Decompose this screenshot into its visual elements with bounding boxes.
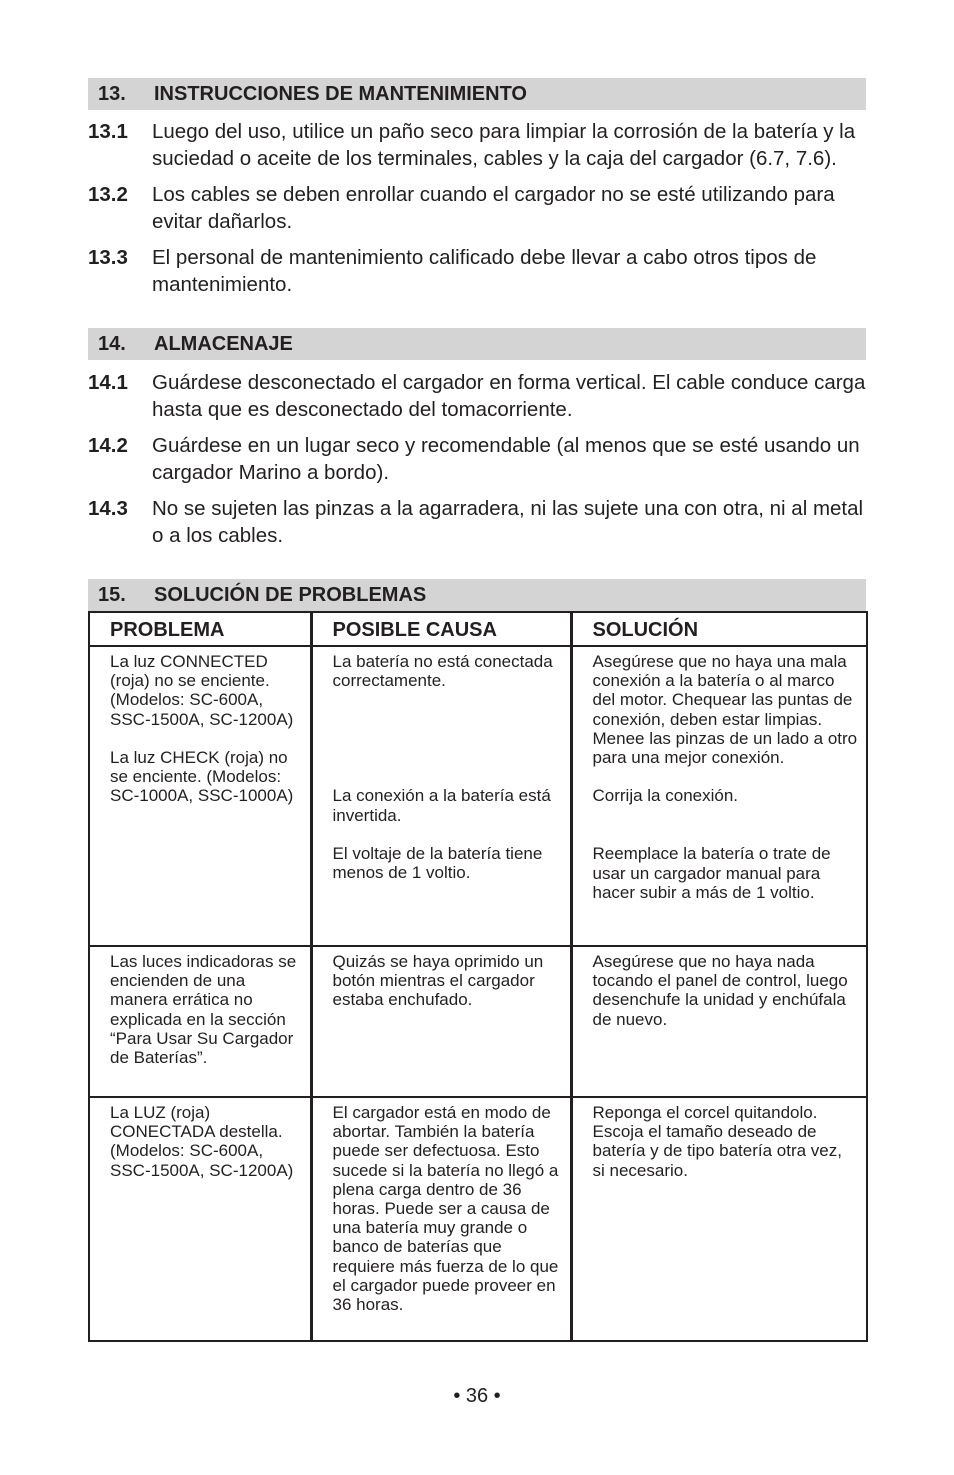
- solution-text: Asegúrese que no haya una mala conexión a la batería o al marco del motor. Chequear las puntas de conexión, deben estar limpias. Menee las pinzas de un lado a otro para una mejor conexión.: [592, 652, 858, 768]
- item-14-2: [88, 433, 866, 486]
- page-number: • 36 •: [453, 1385, 501, 1407]
- solution-cell: [571, 1097, 867, 1341]
- item-13-3: [88, 245, 866, 298]
- item-text: Luego del uso, utilice un paño seco para limpiar la corrosión de la batería y la suciedad o aceite de los terminales, cables y la caja del cargador (6.7, 7.6).: [152, 120, 856, 170]
- solution-text: Asegúrese que no haya nada tocando el panel de control, luego desenchufe la unidad y enchúfala de nuevo.: [592, 952, 848, 1029]
- problem-text: Las luces indicadoras se encienden de una manera errática no explicada en la sección “Para Usar Su Cargador de Baterías”.: [110, 952, 297, 1068]
- section-title: INSTRUCCIONES DE MANTENIMIENTO: [154, 82, 527, 105]
- item-number: 14.3: [88, 497, 128, 520]
- cause-text: El cargador está en modo de abortar. También la batería puede ser defectuosa. Esto sucede si la batería no llegó a plena carga dentro de 36 horas. Puede ser a causa de una batería muy grande o banco de baterías que requiere más fuerza de lo que el cargador puede proveer en 36 horas.: [332, 1103, 559, 1315]
- section-number: 14.: [98, 332, 126, 355]
- item-number: 13.1: [88, 120, 128, 143]
- page-content: [88, 78, 866, 1342]
- problem-text: La LUZ (roja) CONECTADA destella. (Modelos: SC-600A, SSC-1500A, SC-1200A): [110, 1103, 294, 1180]
- cause-cell: [311, 1097, 571, 1341]
- section-14-heading: [88, 328, 866, 360]
- problem-cell: [89, 646, 311, 946]
- section-13-heading: [88, 78, 866, 110]
- section-number: 15.: [98, 583, 126, 606]
- item-text: Guárdese en un lugar seco y recomendable (al menos que se esté usando un cargador Marino a bordo).: [152, 434, 860, 484]
- table-row: [89, 646, 867, 946]
- column-header: POSIBLE CAUSA: [311, 612, 571, 646]
- cause-text: El voltaje de la batería tiene menos de 1 voltio.: [332, 843, 543, 883]
- section-number: 13.: [98, 82, 126, 105]
- item-text: No se sujeten las pinzas a la agarradera, ni las sujete una con otra, ni al metal o a los cables.: [152, 497, 864, 547]
- item-text: Los cables se deben enrollar cuando el cargador no se esté utilizando para evitar dañarlos.: [152, 183, 835, 233]
- item-text: El personal de mantenimiento calificado debe llevar a cabo otros tipos de mantenimiento.: [152, 246, 817, 296]
- solution-text: Reponga el corcel quitandolo. Escoja el tamaño deseado de batería y de tipo batería otra vez, si necesario.: [592, 1103, 842, 1180]
- item-14-1: [88, 370, 866, 423]
- table-row: [89, 1097, 867, 1341]
- column-header: SOLUCIÓN: [571, 612, 867, 646]
- cause-cell: [311, 946, 571, 1097]
- problem-cell: [89, 1097, 311, 1341]
- item-number: 14.2: [88, 434, 128, 457]
- solution-text: Reemplace la batería o trate de usar un cargador manual para hacer subir a más de 1 voltio.: [592, 844, 831, 902]
- problem-text: La luz CHECK (roja) no se enciente. (Modelos: SC-1000A, SSC-1000A): [110, 747, 294, 806]
- item-number: 13.3: [88, 246, 128, 269]
- problem-text: La luz CONNECTED (roja) no se enciente. (Modelos: SC-600A, SSC-1500A, SC-1200A): [110, 652, 294, 729]
- solution-cell: [571, 646, 867, 946]
- solution-text: Corrija la conexión.: [592, 786, 739, 806]
- solution-cell: [571, 946, 867, 1097]
- item-text: Guárdese desconectado el cargador en forma vertical. El cable conduce carga hasta que es desconectado del tomacorriente.: [152, 371, 866, 421]
- table-header-row: [89, 612, 867, 646]
- cause-text: La batería no está conectada correctamente.: [332, 652, 553, 691]
- item-number: 13.2: [88, 183, 128, 206]
- cause-text: La conexión a la batería está invertida.: [332, 786, 551, 825]
- section-title: ALMACENAJE: [154, 332, 293, 355]
- item-13-1: [88, 119, 866, 172]
- item-13-2: [88, 182, 866, 235]
- column-header: PROBLEMA: [89, 612, 311, 646]
- section-15-heading: [88, 579, 866, 611]
- section-title: SOLUCIÓN DE PROBLEMAS: [154, 583, 427, 606]
- problem-cell: [89, 946, 311, 1097]
- cause-cell: [311, 646, 571, 946]
- cause-text: Quizás se haya oprimido un botón mientras el cargador estaba enchufado.: [332, 952, 544, 1010]
- item-number: 14.1: [88, 371, 128, 394]
- troubleshooting-table: [88, 611, 868, 1342]
- table-row: [89, 946, 867, 1097]
- item-14-3: [88, 496, 866, 549]
